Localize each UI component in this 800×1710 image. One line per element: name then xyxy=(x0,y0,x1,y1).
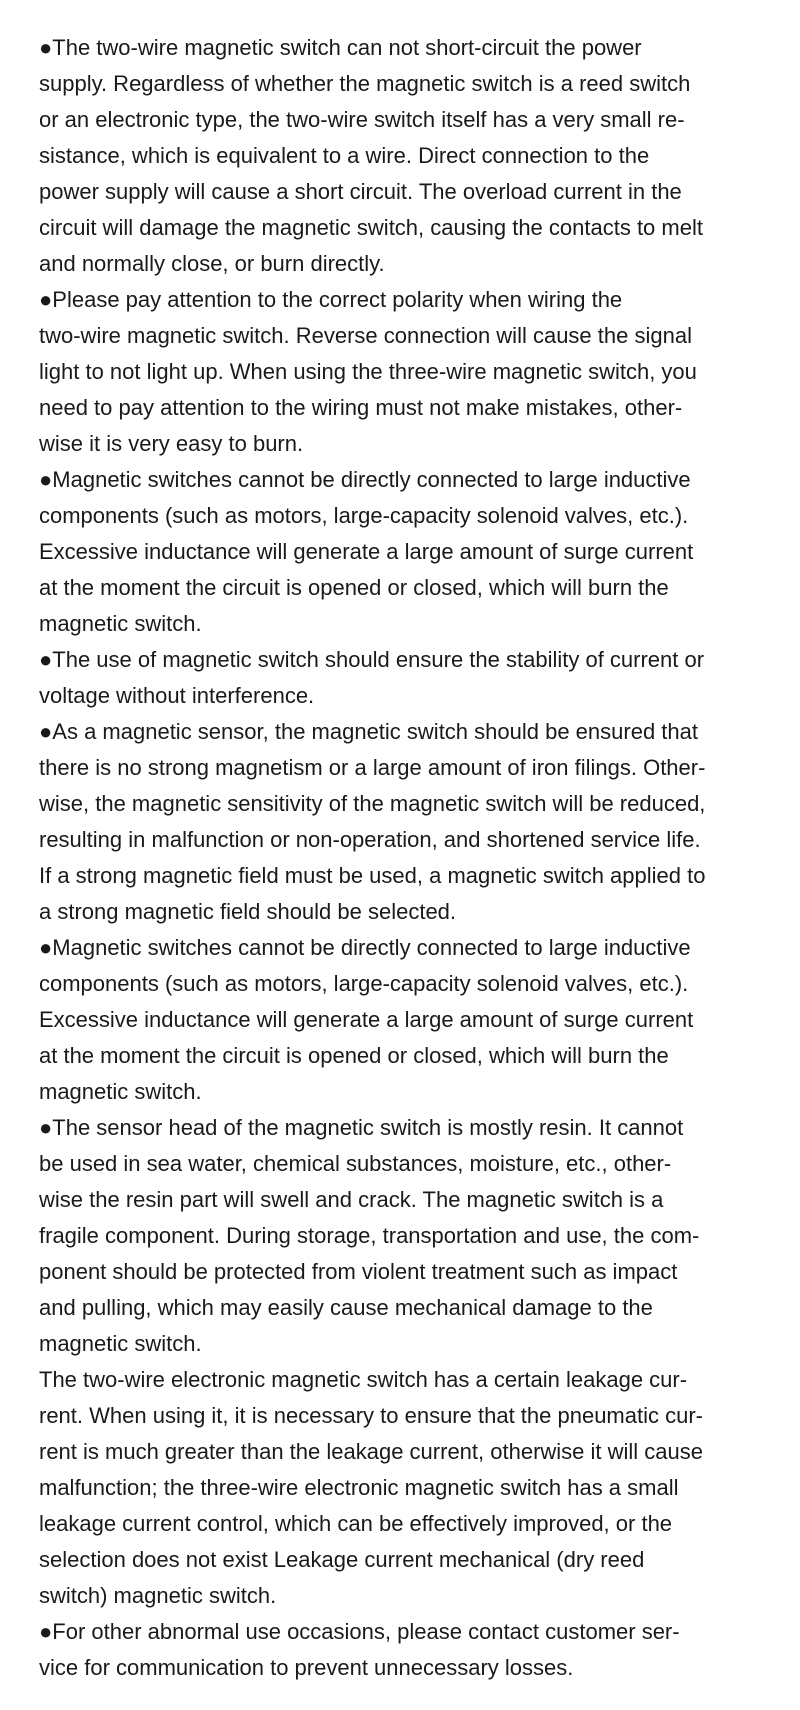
text-line: rent is much greater than the leakage current, otherwise it will cause xyxy=(39,1439,703,1464)
text-line: components (such as motors, large-capacity solenoid valves, etc.). xyxy=(39,503,689,528)
text-line: selection does not exist Leakage current mechanical (dry reed xyxy=(39,1547,645,1572)
text-line: fragile component. During storage, transportation and use, the com- xyxy=(39,1223,700,1248)
text-line: wise, the magnetic sensitivity of the magnetic switch will be reduced, xyxy=(39,791,706,816)
paragraph-short-circuit-warning xyxy=(39,30,769,282)
text-line: at the moment the circuit is opened or closed, which will burn the xyxy=(39,575,669,600)
text-line: circuit will damage the magnetic switch, causing the contacts to melt xyxy=(39,215,703,240)
text-line: at the moment the circuit is opened or closed, which will burn the xyxy=(39,1043,669,1068)
paragraph-leakage-current-note xyxy=(39,1362,769,1614)
text-line: light to not light up. When using the three-wire magnetic switch, you xyxy=(39,359,697,384)
text-line: or an electronic type, the two-wire switch itself has a very small re- xyxy=(39,107,685,132)
text-line: wise it is very easy to burn. xyxy=(39,431,304,456)
paragraph-stability-note xyxy=(39,642,769,714)
text-line: ●As a magnetic sensor, the magnetic switch should be ensured that xyxy=(39,719,698,744)
text-line: The two-wire electronic magnetic switch has a certain leakage cur- xyxy=(39,1367,688,1392)
text-line: there is no strong magnetism or a large amount of iron filings. Other- xyxy=(39,755,706,780)
text-line: Excessive inductance will generate a large amount of surge current xyxy=(39,1007,694,1032)
paragraph-inductive-load-warning xyxy=(39,462,769,642)
text-line: ●The sensor head of the magnetic switch is mostly resin. It cannot xyxy=(39,1115,684,1140)
text-line: need to pay attention to the wiring must not make mistakes, other- xyxy=(39,395,683,420)
text-line: vice for communication to prevent unnecessary losses. xyxy=(39,1655,574,1680)
document-body xyxy=(39,30,769,1686)
paragraph-resin-head-note xyxy=(39,1110,769,1362)
text-line: sistance, which is equivalent to a wire. Direct connection to the xyxy=(39,143,650,168)
text-line: a strong magnetic field should be selected. xyxy=(39,899,457,924)
text-line: leakage current control, which can be effectively improved, or the xyxy=(39,1511,673,1536)
paragraph-customer-service-note xyxy=(39,1614,769,1686)
text-line: magnetic switch. xyxy=(39,1079,202,1104)
paragraph-inductive-load-warning-repeat xyxy=(39,930,769,1110)
text-line: two-wire magnetic switch. Reverse connection will cause the signal xyxy=(39,323,692,348)
text-line: rent. When using it, it is necessary to ensure that the pneumatic cur- xyxy=(39,1403,703,1428)
text-line: power supply will cause a short circuit. The overload current in the xyxy=(39,179,682,204)
text-line: wise the resin part will swell and crack. The magnetic switch is a xyxy=(39,1187,664,1212)
text-line: magnetic switch. xyxy=(39,1331,202,1356)
text-line: supply. Regardless of whether the magnetic switch is a reed switch xyxy=(39,71,691,96)
text-line: voltage without interference. xyxy=(39,683,315,708)
text-line: components (such as motors, large-capacity solenoid valves, etc.). xyxy=(39,971,689,996)
text-line: magnetic switch. xyxy=(39,611,202,636)
text-line: malfunction; the three-wire electronic magnetic switch has a small xyxy=(39,1475,679,1500)
text-line: Excessive inductance will generate a large amount of surge current xyxy=(39,539,694,564)
paragraph-magnetic-field-note xyxy=(39,714,769,930)
text-line: resulting in malfunction or non-operation, and shortened service life. xyxy=(39,827,701,852)
text-line: If a strong magnetic field must be used, a magnetic switch applied to xyxy=(39,863,706,888)
text-line: and pulling, which may easily cause mechanical damage to the xyxy=(39,1295,653,1320)
text-line: ●The two-wire magnetic switch can not short-circuit the power xyxy=(39,35,642,60)
text-line: ponent should be protected from violent treatment such as impact xyxy=(39,1259,678,1284)
text-line: be used in sea water, chemical substances, moisture, etc., other- xyxy=(39,1151,672,1176)
paragraph-polarity-warning xyxy=(39,282,769,462)
text-line: ●Magnetic switches cannot be directly connected to large inductive xyxy=(39,467,691,492)
text-line: and normally close, or burn directly. xyxy=(39,251,385,276)
text-line: ●For other abnormal use occasions, please contact customer ser- xyxy=(39,1619,680,1644)
text-line: ●Magnetic switches cannot be directly connected to large inductive xyxy=(39,935,691,960)
text-line: ●Please pay attention to the correct polarity when wiring the xyxy=(39,287,623,312)
text-line: ●The use of magnetic switch should ensure the stability of current or xyxy=(39,647,705,672)
text-line: switch) magnetic switch. xyxy=(39,1583,277,1608)
